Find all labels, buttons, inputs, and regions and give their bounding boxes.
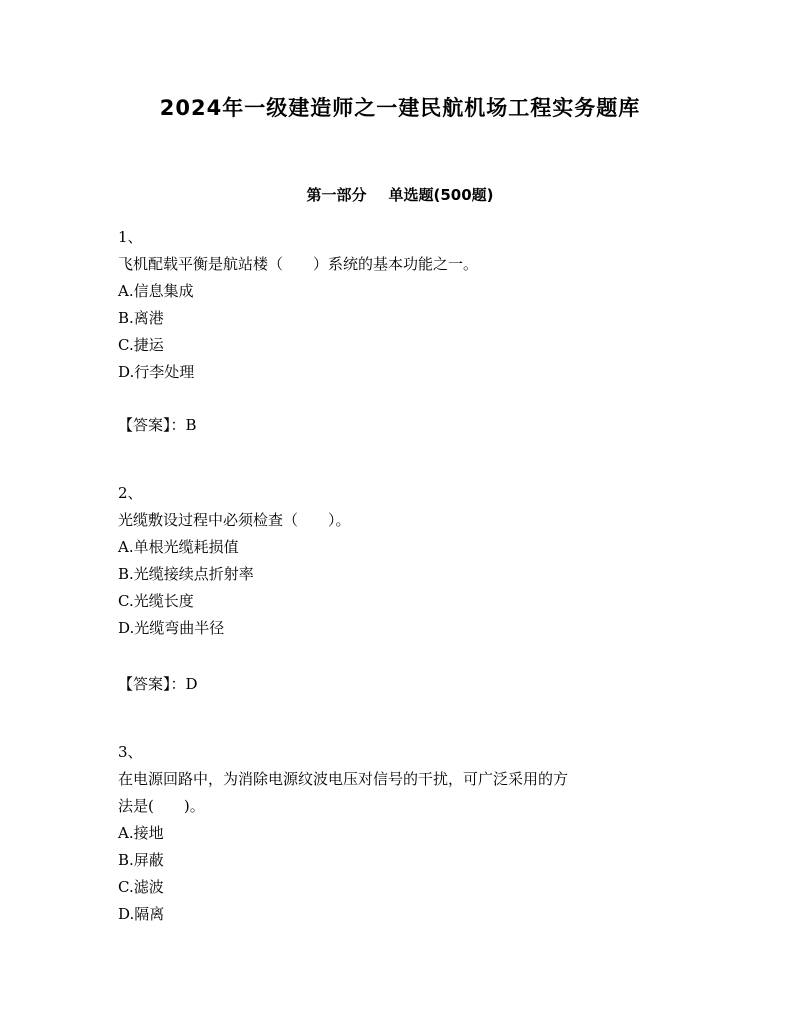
question-3 (118, 739, 678, 928)
answer: 【答案】：B (118, 416, 197, 434)
question-number: 1、 (118, 228, 143, 246)
question-2 (118, 480, 678, 642)
option-b: B.光缆接续点折射率 (118, 565, 254, 583)
question-stem: 光缆敷设过程中必须检查（ ）。 (118, 511, 351, 529)
option-d: D.光缆弯曲半径 (118, 619, 225, 637)
option-d: D.行李处理 (118, 363, 195, 381)
option-b: B.屏蔽 (118, 851, 164, 869)
question-1 (118, 224, 678, 386)
question-number: 3、 (118, 743, 143, 761)
page-title: 2024年一级建造师之一建民航机场工程实务题库 (159, 96, 641, 120)
option-a: A.信息集成 (118, 282, 194, 300)
section-name: 单选题(500题) (388, 186, 494, 204)
question-number: 2、 (118, 484, 143, 502)
option-d: D.隔离 (118, 905, 165, 923)
option-c: C.光缆长度 (118, 592, 194, 610)
question-stem-line-1: 在电源回路中，为消除电源纹波电压对信号的干扰，可广泛采用的方 (118, 770, 569, 788)
option-a: A.单根光缆耗损值 (118, 538, 239, 556)
option-a: A.接地 (118, 824, 164, 842)
option-b: B.离港 (118, 309, 164, 327)
question-stem-line-2: 法是( )。 (118, 797, 205, 815)
question-stem: 飞机配载平衡是航站楼（ ）系统的基本功能之一。 (118, 255, 479, 273)
section-title (0, 184, 800, 205)
option-c: C.捷运 (118, 336, 164, 354)
option-c: C.滤波 (118, 878, 164, 896)
section-part: 第一部分 (306, 186, 367, 204)
answer: 【答案】：D (118, 675, 198, 693)
